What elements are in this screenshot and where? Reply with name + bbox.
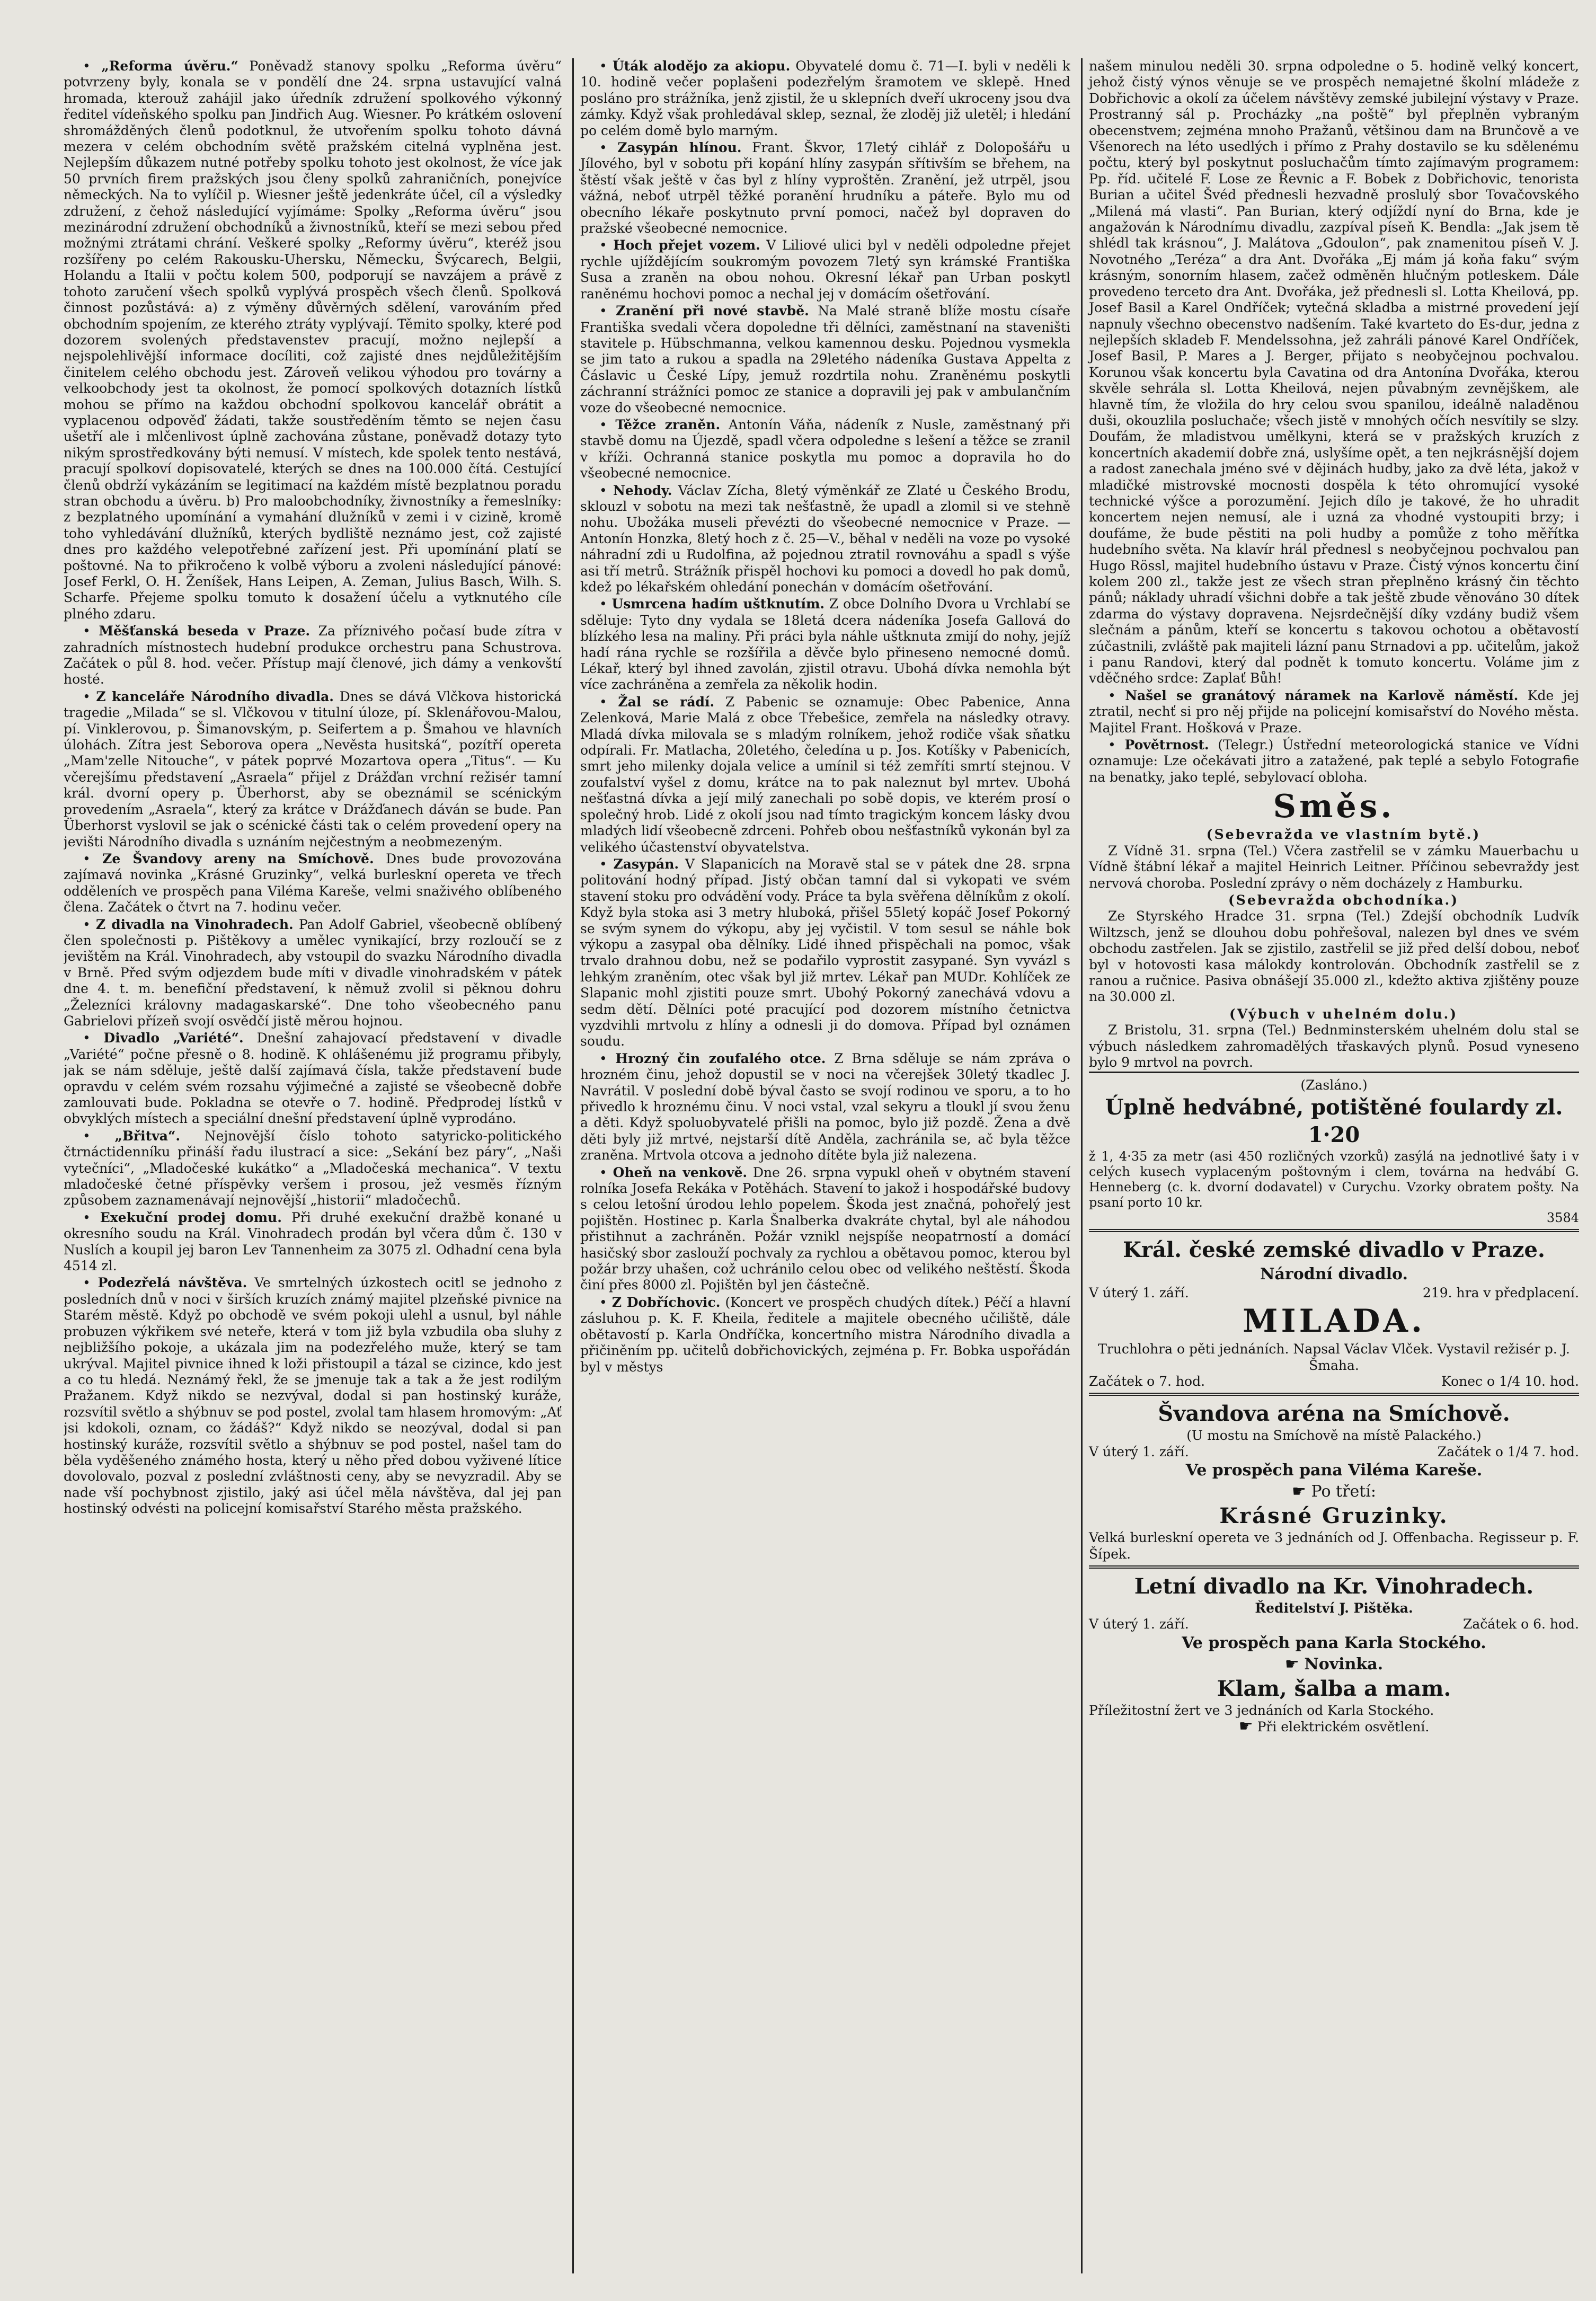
article-zraneni-pri-stavbe: • Zranění při nové stavbě. Na Malé straně blíže mostu císaře Františka svedali včera dopoledne tři dělníci, zaměstnaní na staveništi stavitele p. Hübschmanna, velkou kamennou desku. Pojednou vysmekla se jim tato a rukou a spadla na 29letého nádeníka Gustava Appelta z Čáslavic u České Lípy, jemuž rozdrtila nohu. Zraněnému poskytli záchranní strážníci pomoc ze stanice a dopravili jej pak v ambulančním voze do všeobecné nemocnice. <box>580 303 1070 415</box>
article-headline: (Sebevražda ve vlastním bytě.) <box>1206 827 1481 843</box>
ad-text: ž 1, 4·35 za metr (asi 450 rozličných vzorků) zasýlá na jednotlivé šaty i v celých kusech vyplaceným poštovným i clem, továrna na hedvábí G. Henneberg (c. k. dvorní dodavatel) v Curychu. Vzorky obratem pošty. Na psaní porto 10 kr. <box>1089 1148 1579 1210</box>
theatre-listing-narodni <box>1089 1229 1579 1393</box>
theatre-subtitle: Národní divadlo. <box>1260 1264 1408 1284</box>
article-headline: (Výbuch v uhelném dolu.) <box>1229 1006 1458 1022</box>
article-text: Z Brna sděluje se nám zpráva o hrozném činu, jehož dopustil se v noci na včerejšek 30letý tkadlec J. Navrátil. V poslední době býval často se svojí rodinou ve sporu, a to ho přivedlo k hroznému činu. V noci vstal, vzal sekyru a tloukl jí svou ženu a děti. Když spoluobyvatelé přišli na pomoc, bylo již pozdě. Žena a dvě děti byly již mrtvé, nejstarší dítě Anděla, zachránila se, ač byla těžce zraněna. Mrtvola otcova a jednoho dítěte byla již nalezena. <box>580 1050 1070 1163</box>
pointing-hand-icon: ☛ <box>1238 1717 1253 1736</box>
article-text: Dne 26. srpna vypukl oheň v obytném stavení rolníka Josefa Rekáka v Potěhách. Stavení to jakož i hospodářské budovy s celou letošní úrodou lehlo popelem. Škoda jest značná, pohořelý jest pojištěn. Hostinec p. Karla Šnalberka dvakráte chytal, byl ale náhodou přistihnut a zachráněn. Požár vznikl nejspíše neopatrností a domácí hasičský sbor zaslouží pochvaly za rychlou a obětavou pomoc, kterou byl požár brzy uhašen, což uchránilo celou obec od velikého neštěstí. Škoda činí přes 8000 zl. Pojištěn byl jen částečně. <box>580 1164 1070 1293</box>
novelty-label: Novinka. <box>1304 1654 1384 1674</box>
article-zasypan-hlinou: • Zasypán hlínou. Frant. Škvor, 17letý cihlář z Dolopošářu u Jílového, byl v sobotu při kopání hlíny zasypán sřítivším se břehem, na štěstí však ještě v čas byl z hlíny vyproštěn. Zranění, jež utrpěl, jsou vážná, neboť utrpěl těžké poranění hrudníku a páteře. Bylo mu od obecního lékaře poskytnuto první pomoci, načež byl dopraven do pražské všeobecné nemocnice. <box>580 140 1070 236</box>
theatre-name: Král. české zemské divadlo v Praze. <box>1123 1237 1545 1262</box>
article-headline: Těžce zraněn. <box>615 417 721 432</box>
article-sebevrazda-obchodnika <box>1089 892 1579 1005</box>
column-2 <box>572 58 1070 2273</box>
article-tezce-zranen: • Těžce zraněn. Antonín Váňa, nádeník z Nusle, zaměstnaný při stavbě domu na Újezdě, spadl včera odpoledne s lešení a těžce se zranil v kříži. Ochranná stanice poskytla mu pomoc a dopravila ho do všeobecné nemocnice. <box>580 417 1070 481</box>
article-headline: Zranění při nové stavbě. <box>616 303 809 319</box>
article-text: Kde jej ztratil, nechť si pro něj přijde na policejní komisařství do Nového města. Majitel Frant. Hošková v Praze. <box>1089 687 1579 736</box>
ad-headline: Úplně hedvábné, potištěné foulardy zl. 1·20 <box>1105 1094 1563 1147</box>
article-headline: Divadlo „Variété“. <box>103 1030 244 1046</box>
article-headline: Našel se granátový náramek na Karlově náměstí. <box>1125 687 1519 703</box>
article-headline: Exekuční prodej domu. <box>100 1209 282 1225</box>
article-headline: Úták alodějo za akiopu. <box>612 58 791 74</box>
article-text: Z Bristolu, 31. srpna (Tel.) Bednminsterském uhelném dolu stal se výbuch následkem zahromadělých třaskavých plynů. Posud vyneseno bylo 9 mrtvol na povrch. <box>1089 1022 1579 1070</box>
play-description: Příležitostní žert ve 3 jednáních od Karla Stockého. <box>1089 1702 1434 1718</box>
article-headline: Zasypán. <box>613 856 679 872</box>
article-text: Nejnovější číslo tohoto satyricko-politického čtrnáctidenníku přináší řadu ilustrací a sice: „Sekání bez páry“, „Naši vytečníci“, „Mladočeské kukátko“ a „Mladočeská mechanica“. V textu mladočeské četné příspěvky veršem i prosou, jež vesměs řízným způsobem zaznamenávají nejnovější „historii“ mladočechů. <box>64 1128 562 1208</box>
performance-date: V úterý 1. září. <box>1089 1285 1189 1300</box>
article-text: Poněvadž stanovy spolku „Reforma úvěru“ potvrzeny byly, konala se v pondělí dne 24. srpna ustavující valná hromada, kterouž zahájil jako úředník združení spolkového výkonný ředitel vídeňského spolku pan Jindřich Aug. Wiesner. Po krátkém oslovení shromážděných členů podotknul, že utvořením spolku tohoto dávná mezera v celém obchodním světě pražském citelná vyplněna jest. Nejlepším důkazem nutné potřeby spolku tohoto jest okolnost, že více jak 50 prvních firem pražských jsou členy spolků zahraničních, ponejvíce německých. Na to vylíčil p. Wiesner ještě jedenkráte účel, cíl a výsledky združení, z čehož následující vyjímáme: Spolky „Reforma úvěru“ jsou mezinárodní združení obchodníků a živnostníků, kteří se mezi sebou před možnými ztrátami chrání. Veškeré spolky „Reformy úvěru“, kteréž jsou rozšířeny po celém Rakousku-Uhersku, Německu, Švýcarech, Belgii, Holandu a Italii v počtu kolem 500, podporují se navzájem a právě z tohoto zaručení všech spolků vyplývá prospěch všech členů. Spolková činnost pozůstává: a) z výměny důvěrných sdělení, varováním před obchodním spojením, ze kterého ztráty vyplývají. Těmito spolky, které pod dozorem svolených představenstev pracují, možno nejlepší a nejspolehlivější informace docíliti, což zajisté dnes nejdůležitějším činitelem celého obchodu jest. Zároveň velikou výhodou pro továrny a velkoobchody jest ta okolnost, že pomocí spolkových dotazních lístků mohou se přímo na každou obchodní spolkovou kancelář obrátit a vyplacenou odpověď žádati, takže soustředěním těmto se nejen času ušetří ale i mlčenlivost úplně zachována zůstane, poněvadž dotazy tyto nikým sprostředkovány býti nemusí. V místech, kde spolek tento nestává, pracují spolkoví dopisovatelé, kterých se dnes na 100.000 čítá. Cestující členů obdrží vykázáním se legitimací na každém místě bezplatnou poradu stran obchodu a úvěru. b) Pro maloobchodníky, živnostníky a řemeslníky: z bezplatného upomínání a vymahání dlužníků v zemi i v cizině, kromě toho vyhledávání dlužníků, kterých bydliště neznámo jest, což zajisté dnes pro každého velepotřebné zařízení jest. Při upomínání platí se poštovné. Na to přikročeno k volbě výboru a zvoleni následující pánové: Josef Ferkl, O. H. Ženíšek, Hans Leipen, A. Zeman, Julius Basch, Wilh. S. Scharfe. Přejeme spolku tomuto k dosažení účelu a vytknutého cíle plného zdaru. <box>64 58 562 622</box>
theatre-listing-svandova <box>1089 1393 1579 1565</box>
article-mestanska-beseda: • Měšťanská beseda v Praze. Za příznivého počasí bude zítra v zahradních místnostech hudební produkce orchestru pana Schustrova. Začátek o půl 8. hod. večer. Přístup mají členové, jich dámy a venkovští hosté. <box>64 623 562 687</box>
date-row <box>1089 1285 1579 1301</box>
article-headline: Nehody. <box>613 482 672 498</box>
article-headline: Z kanceláře Národního divadla. <box>96 688 334 704</box>
end-time: Konec o 1/4 10. hod. <box>1441 1374 1579 1389</box>
start-time: Začátek o 6. hod. <box>1462 1616 1579 1632</box>
article-text: (Telegr.) Ústřední meteorologická stanice ve Vídni oznamuje: Lze očekávati jitro a zatažené, pak teplé a sebylo Fotografie na benatky, jako teplé, sebylovací obloha. <box>1089 737 1579 785</box>
article-headline: Podezřelá návštěva. <box>97 1275 247 1291</box>
article-text: Za příznivého počasí bude zítra v zahradních místnostech hudební produkce orchestru pana Schustrova. Začátek o půl 8. hod. večer. Přístup mají členové, jich dámy a venkovští hosté. <box>64 623 562 687</box>
article-headline: Zasypán hlínou. <box>617 140 742 156</box>
ad-number: 3584 <box>1546 1210 1579 1225</box>
article-povetrnost: • Povětrnost. (Telegr.) Ústřední meteorologická stanice ve Vídni oznamuje: Lze očekávati jitro a zatažené, pak teplé a sebylo Fotografie na benatky, jako teplé, sebylovací obloha. <box>1089 737 1579 785</box>
article-dobrichovice: • Z Dobříchovic. (Koncert ve prospěch chudých dítek.) Péčí a hlavní zásluhou p. K. F. Kheila, ředitele a majitele obecného učiliště, dále obětavostí p. Karla Ondříčka, koncertního mistra Národního divadla a přičiněním pp. učitelů dobřichovických, zejména p. Fr. Bobka uspořádán byl v městys <box>580 1294 1070 1375</box>
article-headline: Z Dobříchovic. <box>611 1294 721 1310</box>
article-zasypan: • Zasypán. V Slapanicích na Moravě stal se v pátek dne 28. srpna politování hodný případ. Jistý občan tamní dal si vykopati ve svém stavení stoku pro odvádění vody. Práce ta byla svěřena dělníkům z okolí. Když byla stoka asi 3 metry hluboká, přišel 55letý kopáč Josef Pokorný se svým synem do výkopu, aby jej vyčistil. V tom sesul se náhle bok výkopu a zasypal oba dělníky. Lidé ihned přispěchali na pomoc, však trvalo drahnou dobu, než se podařilo vyprostit zasypané. Syn vyvázl s lehkým zraněním, otec však byl již mrtev. Lékař pan MUDr. Kohlíček ze Slapanic mohl zjistiti pouze smrt. Ubohý Pokorný zanechává vdovu a sedm dětí. Dělníci poté pracující pod dozorem místního četnictva vyzdvihli mrtvolu z hlíny a odnesli ji do domova. Případ byl oznámen soudu. <box>580 856 1070 1049</box>
article-nehody: • Nehody. Václav Zícha, 8letý výměnkář ze Zlaté u Českého Brodu, sklouzl v sobotu na mezi tak nešťastně, že upadl a zlomil si ve stehně nohu. Ubožáka museli převézti do všeobecné nemocnice v Praze. — Antonín Honzka, 8letý hoch z č. 25—V., běhal v neděli na voze po vysoké náhradní zdi u Rudolfina, až pojednou ztratil rovnováhu a spadl s výše asi tří metrů. Strážník přispěl hochovi ku pomoci a dovedl ho pak domů, kdež po lékařském ohledání ponechán v domácím ošetřování. <box>580 482 1070 595</box>
play-title: MILADA. <box>1243 1303 1425 1340</box>
article-text: Dnešní zahajovací představení v divadle „Variété“ počne přesně o 8. hodině. K ohlášenému již programu přibyly, jak se nám sděluje, ještě další zajímavá čísla, takže představení bude opravdu v celém svém rozsahu výjimečné a zajisté se všeobecně dobře zamlouvati bude. Pokladna se otevře o 7. hodině. Předprodej lístků v obvyklých místech a speciální dnešní představení úplně vyprodáno. <box>64 1030 562 1127</box>
newspaper-page <box>64 58 1579 2273</box>
play-description: Truchlohra o pěti jednáních. Napsal Václav Vlček. Vystavil režisér p. J. Šmaha. <box>1098 1341 1570 1373</box>
article-text: Frant. Škvor, 17letý cihlář z Dolopošářu u Jílového, byl v sobotu při kopání hlíny zasypán sřítivším se břehem, na štěstí však ještě v čas byl z hlíny vyproštěn. Zranění, jež utrpěl, jsou vážná, neboť utrpěl těžké poranění hrudníku a páteře. Bylo mu od obecního lékaře poskytnuto první pomoci, načež byl dopraven do pražské všeobecné nemocnice. <box>580 140 1070 236</box>
theatre-director: Ředitelství J. Pištěka. <box>1255 1600 1413 1616</box>
article-text: Obyvatelé domu č. 71—I. byli v neděli k 10. hodině večer poplašeni podezřelým šramotem ve sklepě. Hned posláno pro strážníka, jenž zjistil, že u sklepních dveří ukroceny jsou dva zámky. Když však prohledával sklep, seznal, že zloděj již uletěl; i hledání po celém domě bylo marným. <box>580 58 1070 138</box>
article-headline: Měšťanská beseda v Praze. <box>99 623 311 639</box>
article-headline: Ze Švandovy areny na Smíchově. <box>102 851 374 866</box>
article-utak-zlodeje: • Úták alodějo za akiopu. Obyvatelé domu č. 71—I. byli v neděli k 10. hodině večer poplašeni podezřelým šramotem ve sklepě. Hned posláno pro strážníka, jenž zjistil, že u sklepních dveří ukroceny jsou dva zámky. Když však prohledával sklep, seznal, že zloděj již uletěl; i hledání po celém domě bylo marným. <box>580 58 1070 138</box>
play-description: Velká burleskní opereta ve 3 jednáních od J. Offenbacha. Regisseur p. F. Šípek. <box>1089 1530 1579 1562</box>
article-text: Z Pabenic se oznamuje: Obec Pabenice, Anna Zelenková, Marie Malá z obce Třebešice, zemřela na následky otravy. Mladá dívka milovala se s mladým rolníkem, jehož rodiče však sňatku odpírali. Fr. Matlacha, 20letého, čeledína u p. Jos. Kotíšky v Pabenicích, smrt jeho milenky dojala velice a umínil si též zemříti smrtí stejnou. V zoufalství vyšel z domu, krátce na to pak naleznut byl mrtev. Ubohá nešťastná dívka a její milý zanechali po sobě dopis, ve kterém prosí o společný hrob. Lidé z okolí jsou nad tímto tragickým koncem lásky dvou mladých lidí všeobecně zdrceni. Pohřeb obou nešťastníků vykonán byl za velikého účastenství obyvatelstva. <box>580 694 1070 855</box>
column-1 <box>64 58 562 2273</box>
article-hrozny-cin: • Hrozný čin zoufalého otce. Z Brna sděluje se nám zpráva o hrozném činu, jehož dopustil se v noci na včerejšek 30letý tkadlec J. Navrátil. V poslední době býval často se svojí rodinou ve sporu, a to ho přivedlo k hroznému činu. V noci vstal, vzal sekyru a tloukl jí svou ženu a děti. Když spoluobyvatelé přišli na pomoc, bylo již pozdě. Žena a dvě děti byly již mrtvé, nejstarší dítě Anděla, zachránila se, ač byla těžce zraněna. Mrtvola otcova a jednoho dítěte byla již nalezena. <box>580 1050 1070 1163</box>
article-koncert-continued <box>1089 58 1579 687</box>
ad-silk-foulard <box>1089 1072 1579 1228</box>
article-text: Ze Styrského Hradce 31. srpna (Tel.) Zdejší obchodník Ludvík Wiltzsch, jenž se dlouhou dobu pohřešoval, nalezen byl dnes ve svém obchodu zastřelen. Jak se zjistilo, zastřelil se již před delší dobou, neboť byl v hotovosti kasa málokdy kontrolován. Obchodník zastřelil se z ranou a ručnice. Pasiva obnášejí 35.000 zl., kdežto aktiva zjištěny pouze na 30.000 zl. <box>1089 908 1579 1005</box>
performance-count-label: Po třetí: <box>1311 1482 1376 1501</box>
article-text: V Liliové ulici byl v neděli odpoledne přejet rychle ujíždějícím soukromým povozem 7letý syn krámské Františka Susa a zraněn na obou nohou. Okresní lékař pan Urban poskytl raněnému hochovi pomoc a nechal jej v domácím ošetřování. <box>580 237 1070 302</box>
performance-count <box>1089 1481 1579 1502</box>
theatre-listing-vinohrady <box>1089 1565 1579 1739</box>
article-text: Dnes bude provozována zajímavá novinka „Krásné Gruzinky“, velká burleskní opereta ve třech odděleních ve prospěch pana Viléma Kareše, velmi snaživého oblíbeného člena. Začátek o čtvrt na 7. hodinu večer. <box>64 851 562 915</box>
article-headline: Usmrcena hadím uštknutím. <box>611 596 825 612</box>
article-svandova-arena: • Ze Švandovy areny na Smíchově. Dnes bude provozována zajímavá novinka „Krásné Gruzinky“, velká burleskní opereta ve třech odděleních ve prospěch pana Viléma Kareše, velmi snaživého oblíbeného člena. Začátek o čtvrt na 7. hodinu večer. <box>64 851 562 915</box>
article-britva: • „Břitva“. Nejnovější číslo tohoto satyricko-politického čtrnáctidenníku přináší řadu ilustrací a sice: „Sekání bez páry“, „Naši vytečníci“, „Mladočeské kukátko“ a „Mladočeská mechanica“. V textu mladočeské četné příspěvky veršem i prosou, jež vesměs řízným způsobem zaznamenávají nejnovější „historii“ mladočechů. <box>64 1128 562 1208</box>
article-text: Při druhé exekuční dražbě konané u okresního soudu na Král. Vinohradech prodán byl včera dům č. 130 v Nuslích a koupil jej baron Lev Tannenheim za 3075 zl. Odhadní cena byla 4514 zl. <box>64 1209 562 1274</box>
start-time: Začátek o 7. hod. <box>1089 1374 1205 1389</box>
article-variete: • Divadlo „Variété“. Dnešní zahajovací představení v divadle „Variété“ počne přesně o 8. hodině. K ohlášenému již programu přibyly, jak se nám sděluje, ještě další zajímavá čísla, takže představení bude opravdu v celém svém rozsahu výjimečné a zajisté se všeobecně dobře zamlouvati bude. Pokladna se otevře o 7. hodině. Předprodej lístků v obvyklých místech a speciální dnešní představení úplně vyprodáno. <box>64 1030 562 1127</box>
section-title-smes: Směs. <box>1273 788 1395 826</box>
article-text: Na Malé straně blíže mostu císaře Františka svedali včera dopoledne tři dělníci, zaměstnaní na staveništi stavitele p. Hübschmanna, velkou kamennou desku. Pojednou vysmekla se jim tato a rukou a spadla na 29letého nádeníka Gustava Appelta z Čáslavic u České Lípy, jemuž rozdrtila nohu. Zraněnému poskytli záchranní strážníci pomoc ze stanice a dopravili jej pak v ambulančním voze do všeobecné nemocnice. <box>580 303 1070 415</box>
article-headline: Oheň na venkově. <box>613 1164 748 1180</box>
article-podezrela-navsteva: • Podezřelá návštěva. Ve smrtelných úzkostech ocitl se jednoho z posledních dnů v noci v širších kruzích známý majitel plzeňské pivnice na Starém městě. Když po obchodě ve svém pokoji ulehl a usnul, byl náhle probuzen výkřikem své neteře, která v tom již byla vzbudila oba sluhy z nejbližšího pokoje, a ukázala jim na podezřelého muže, který se tam ukrýval. Majitel pivnice ihned k loži přistoupil a tázal se cizince, kdo jest a co tu hledá. Neznámý řekl, že se jmenuje tak a tak a že jest rodilým Pražanem. Když nikdo se nezvýval, dodal si pan hostinský kuráže, rozsvítil světlo a shýbnuv se pod postel, zvolal tam hlasem hromovým: „Ať jsi kdokoli, oznam, co žádáš?“ Když nikdo se neozýval, dodal si pan hostinský kuráže, rozsvítil světlo a shýbnuv se pod postel, našel tam do běla vyděšeného známého hosta, který u něho před dobou vyživené lítice dovolovalo, pozval z poslední zvláštnosti ceny, aby se nevyzradil. Aby se nade vší pochybnost zjistilo, jaký asi účel měla návštěva, dal jej pan hostinský odvésti na policejní komisařství Starého města pražského. <box>64 1275 562 1517</box>
lighting-note <box>1089 1719 1579 1735</box>
article-headline: Z divadla na Vinohradech. <box>95 916 294 932</box>
article-text: Ve smrtelných úzkostech ocitl se jednoho z posledních dnů v noci v širších kruzích známý majitel plzeňské pivnice na Starém městě. Když po obchodě ve svém pokoji ulehl a usnul, byl náhle probuzen výkřikem své neteře, která v tom již byla vzbudila oba sluhy z nejbližšího pokoje, a ukázala jim na podezřelého muže, který se tam ukrýval. Majitel pivnice ihned k loži přistoupil a tázal se cizince, kdo jest a co tu hledá. Neznámý řekl, že se jmenuje tak a tak a že jest rodilým Pražanem. Když nikdo se nezvýval, dodal si pan hostinský kuráže, rozsvítil světlo a shýbnuv se pod postel, zvolal tam hlasem hromovým: „Ať jsi kdokoli, oznam, co žádáš?“ Když nikdo se neozýval, dodal si pan hostinský kuráže, rozsvítil světlo a shýbnuv se pod postel, našel tam do běla vyděšeného známého hosta, který u něho před dobou vyživené lítice dovolovalo, pozval z poslední zvláštnosti ceny, aby se nevyzradil. Aby se nade vší pochybnost zjistilo, jaký asi účel měla návštěva, dal jej pan hostinský odvésti na policejní komisařství Starého města pražského. <box>64 1275 562 1517</box>
article-text: Antonín Váňa, nádeník z Nusle, zaměstnaný při stavbě domu na Újezdě, spadl včera odpoledne s lešení a těžce se zranil v kříži. Ochranná stanice poskytla mu pomoc a dopravila ho do všeobecné nemocnice. <box>580 417 1070 481</box>
zaslano-label: (Zasláno.) <box>1300 1077 1368 1093</box>
article-text: našem minulou neděli 30. srpna odpoledne o 5. hodině velký koncert, jehož čistý výnos věnuje se ve prospěch nemajetné školní mládeže z Dobřichovic a okolí za účelem návštěvy zemské jubilejní výstavy v Praze. Prostranný sál p. Procházky „na poště“ byl přeplněn vybraným obecenstvem; zejména mnoho Pražanů, většinou dam na Brunčově a ve Všenorech na léto usedlých i přímo z Prahy dostavilo se ku sdělenému počtu, který byl poskytnut posluchačům tímto zajímavým programem: Pp. říd. učitelé F. Lose ze Řevnic a F. Bobek z Dobřichovic, tenorista Burian a učitel Švéd přednesli hezvadně proslulý sbor Tovačovského „Milená má vlasti“. Pan Burian, který odjíždí nyní do Brna, kde je angažován k Národnímu divadlu, zazpíval píseň K. Bendla: „Jak jsem tě shlédl tak krásnou“, J. Malátova „Gdoulon“, pak znamenitou píseň V. J. Novotného „Teréza“ a dra Ant. Dvořáka „Ej mám já koňa faku“ svým krásným, sonorním hlasem, začež odměněn hlučným potleskem. Dále provedeno terceto dra Ant. Dvořáka, jež přednesli sl. Lotta Kheilová, pp. Josef Basil a Karel Ondříček; vytečná skladba a mistrné provedení její napnuly všechno obecenstvo nadšením. Také kvarteto do Es-dur, jedna z nejlepších skladeb F. Mendelssohna, jež zahráli pánové Karel Ondříček, Josef Basil, P. Mares a J. Berger, přijato s neobyčejnou pochvalou. Korunou však koncertu byla Cavatina od dra Antonína Dvořáka, kterou skvěle sehrála sl. Lotta Kheilová, nejen půvabným zevnějškem, ale hlavně tím, že vložila do hry celou svou spanilou, ideálně naladěnou duši, okouzlila posluchače; všech jistě v mnohých očích nesvítily se slzy. Doufám, že mladistvou umělkyni, která se v pražských kruzích z koncertních akademií dobře zná, uslyšíme opět, a ten nejkrásnější dojem a radost zanechala jméno své v dějinách hudby, jako za dvě léta, jakož v mladičké mistrovské mocnosti dospěla k této ohromující vysoké technické výšce a porozumění. Jejich dílo je takové, že ho uhradit koncertem nejen nemusí, ale i uzná za vhodné vystoupiti brzy; i doufáme, že bude pěstiti na poli hudby a pomůže z toho měřítka hudebního světa. Na klavír hrál přednesl s neobyčejnou pochvalou pan Hugo Rössl, majitel hudebního ústavu v Praze. Čistý výnos koncertu činí kolem 200 zl., takže jest ze všech stran přeplněno krásný čin těchto pánů; náklady uhradí všichni dobře a tak ještě zbude věnováno 30 dítek zdarma do výstavy dopravena. Nejsrdečnější díky vzdány budiž všem slečnám a pánům, kteří se koncertu s takovou ochotou a obětavostí zúčastnili, zvláště pak majiteli lázní panu Strnadovi a pp. učitelům, jakož i panu Randovi, který dal podnět k tomuto koncertu. Voláme jim z vděčného srdce: Zaplať Bůh! <box>1089 58 1579 686</box>
pointing-hand-icon: ☛ <box>1292 1482 1306 1501</box>
play-title: Klam, šalba a mam. <box>1217 1676 1451 1701</box>
performance-date: V úterý 1. září. <box>1089 1616 1189 1632</box>
theatre-name: Letní divadlo na Kr. Vinohradech. <box>1134 1574 1534 1599</box>
benefit-line: Ve prospěch pana Viléma Kareše. <box>1185 1461 1483 1480</box>
lighting-label: Při elektrickém osvětlení. <box>1257 1719 1430 1735</box>
article-headline: „Reforma úvěru.“ <box>101 58 238 74</box>
article-exekucni-prodej: • Exekuční prodej domu. Při druhé exekuční dražbě konané u okresního soudu na Král. Vinohradech prodán byl včera dům č. 130 v Nuslích a koupil jej baron Lev Tannenheim za 3075 zl. Odhadní cena byla 4514 zl. <box>64 1209 562 1274</box>
article-vybuch-dolu <box>1089 1006 1579 1071</box>
article-headline: Povětrnost. <box>1124 737 1209 753</box>
article-text: Z obce Dolního Dvora u Vrchlabí se sděluje: Tyto dny vydala se 18letá dcera nádeníka Josefa Gallová do blízkého lesa na maliny. Při práci byla náhle uštknuta zmijí do nohy, jejíž hadí rána rychle se rozšířila a děvče bylo přineseno nemocné domů. Lékař, který byl ihned zavolán, zjistil otravu. Ubohá dívka nemohla být více zachráněna a zemřela za několik hodin. <box>580 596 1070 693</box>
article-text: V Slapanicích na Moravě stal se v pátek dne 28. srpna politování hodný případ. Jistý občan tamní dal si vykopati ve svém stavení stoku pro odvádění vody. Práce ta byla svěřena dělníkům z okolí. Když byla stoka asi 3 metry hluboká, přišel 55letý kopáč Josef Pokorný se svým synem do výkopu, aby jej vyčistil. V tom sesul se náhle bok výkopu a zasypal oba dělníky. Lidé ihned přispěchali na pomoc, však trvalo drahnou dobu, než se podařilo vyprostit zasypané. Syn vyvázl s lehkým zraněním, otec však byl již mrtev. Lékař pan MUDr. Kohlíček ze Slapanic mohl zjistiti pouze smrt. Ubohý Pokorný zanechává vdovu a sedm dětí. Dělníci poté pracující pod dozorem místního četnictva vyzdvihli mrtvolu z hlíny a odnesli ji do domova. Případ byl oznámen soudu. <box>580 856 1070 1049</box>
article-text: Dnes se dává Vlčkova historická tragedie „Milada“ se sl. Vlčkovou v titulní úloze, pí. Sklenářovou-Malou, pí. Vinklerovou, p. Šimanovským, p. Seifertem a p. Šmahou ve hlavních úlohách. Zítra jest Seborova opera „Nevěsta husitská“, pozítří opereta „Mam'zelle Nitouche“, v pátek poprvé Mozartova opera „Titus“. — Ku včerejšímu představení „Asraela“ přijel z Drážďan vrchní režisér tamní král. dvorní opery p. Überhorst, aby se obeznámil se scénickým provedením „Asraela“, který za krátce v Drážďanech dáván se bude. Pan Überhorst vyslovil se jak o scénické části tak o celém provedení opery na jevišti Národního divadla s uznáním nejčestným a neobmezeným. <box>64 688 562 849</box>
article-headline: (Sebevražda obchodníka.) <box>1228 892 1459 908</box>
date-row <box>1089 1444 1579 1460</box>
theatre-name: Švandova aréna na Smíchově. <box>1158 1401 1510 1427</box>
column-3 <box>1081 58 1579 2273</box>
article-headline: Hoch přejet vozem. <box>613 237 760 253</box>
article-granatovy-naramek: • Našel se granátový náramek na Karlově náměstí. Kde jej ztratil, nechť si pro něj přijde na policejní komisařství do Nového města. Majitel Frant. Hošková v Praze. <box>1089 687 1579 736</box>
theatre-subtitle: (U mostu na Smíchově na místě Palackého.) <box>1186 1428 1482 1444</box>
start-time: Začátek o 1/4 7. hod. <box>1437 1444 1579 1459</box>
performance-date: V úterý 1. září. <box>1089 1444 1189 1459</box>
article-hoch-prejet: • Hoch přejet vozem. V Liliové ulici byl v neděli odpoledne přejet rychle ujíždějícím soukromým povozem 7letý syn krámské Františka Susa a zraněn na obou nohou. Okresní lékař pan Urban poskytl raněnému hochovi pomoc a nechal jej v domácím ošetřování. <box>580 237 1070 302</box>
novelty-line <box>1089 1654 1579 1675</box>
article-text: (Koncert ve prospěch chudých dítek.) Péčí a hlavní zásluhou p. K. F. Kheila, ředitele a majitele obecného učiliště, dále obětavostí p. Karla Ondříčka, koncertního mistra Národního divadla a přičiněním pp. učitelů dobřichovických, zejména p. Fr. Bobka uspořádán byl v městys <box>580 1294 1070 1375</box>
article-text: Pan Adolf Gabriel, všeobecně oblíbený člen společnosti p. Pištěkovy a umělec vynikající, brzy rozloučí se z jevištěm na Král. Vinohradech, aby vstoupil do svazku Národního divadla v Brně. Před svým odjezdem bude míti v divadle vinohradském v pátek dne 4. t. m. benefiční představení, k němuž zvolil si pěknou dohru „Železníci královny madagaskarské“. Dne toho všeobecného panu Gabrielovi přízeň svojí osvědčí jistě měrou hojnou. <box>64 916 562 1029</box>
play-title: Krásné Gruzinky. <box>1219 1503 1449 1529</box>
article-divadlo-vinohrady: • Z divadla na Vinohradech. Pan Adolf Gabriel, všeobecně oblíbený člen společnosti p. Pištěkovy a umělec vynikající, brzy rozloučí se z jevištěm na Král. Vinohradech, aby vstoupil do svazku Národního divadla v Brně. Před svým odjezdem bude míti v divadle vinohradském v pátek dne 4. t. m. benefiční představení, k němuž zvolil si pěknou dohru „Železníci královny madagaskarské“. Dne toho všeobecného panu Gabrielovi přízeň svojí osvědčí jistě měrou hojnou. <box>64 916 562 1029</box>
article-headline: „Břitva“. <box>114 1128 181 1144</box>
date-row <box>1089 1616 1579 1632</box>
article-headline: Hrozný čin zoufalého otce. <box>615 1050 826 1066</box>
article-reforma-uveru: • „Reforma úvěru.“ Poněvadž stanovy spolku „Reforma úvěru“ potvrzeny byly, konala se v pondělí dne 24. srpna ustavující valná hromada, kterouž zahájil jako úředník združení spolkového výkonný ředitel vídeňského spolku pan Jindřich Aug. Wiesner. Po krátkém oslovení shromážděných členů podotknul, že utvořením spolku tohoto dávná mezera v celém obchodním světě pražském citelná vyplněna jest. Nejlepším důkazem nutné potřeby spolku tohoto jest okolnost, že více jak 50 prvních firem pražských jsou členy spolků zahraničních, ponejvíce německých. Na to vylíčil p. Wiesner ještě jedenkráte účel, cíl a výsledky združení, z čehož následující vyjímáme: Spolky „Reforma úvěru“ jsou mezinárodní združení obchodníků a živnostníků, kteří se mezi sebou před možnými ztrátami chrání. Veškeré spolky „Reformy úvěru“, kteréž jsou rozšířeny po celém Rakousku-Uhersku, Německu, Švýcarech, Belgii, Holandu a Italii v počtu kolem 500, podporují se navzájem a právě z tohoto zaručení všech spolků vyplývá prospěch všech členů. Spolková činnost pozůstává: a) z výměny důvěrných sdělení, varováním před obchodním spojením, ze kterého ztráty vyplývají. Těmito spolky, které pod dozorem svolených představenstev pracují, možno nejlepší a nejspolehlivější informace docíliti, což zajisté dnes nejdůležitějším činitelem celého obchodu jest. Zároveň velikou výhodou pro továrny a velkoobchody jest ta okolnost, že pomocí spolkových dotazních lístků mohou se přímo na každou obchodní spolkovou kancelář obrátit a vyplacenou odpověď žádati, takže soustředěním těmto se nejen času ušetří ale i mlčenlivost úplně zachována zůstane, poněvadž dotazy tyto nikým sprostředkovány býti nemusí. V místech, kde spolek tento nestává, pracují spolkoví dopisovatelé, kterých se dnes na 100.000 čítá. Cestující členů obdrží vykázáním se legitimací na každém místě bezplatnou poradu stran obchodu a úvěru. b) Pro maloobchodníky, živnostníky a řemeslníky: z bezplatného upomínání a vymahání dlužníků v zemi i v cizině, kromě toho vyhledávání dlužníků, kterých bydliště neznámo jest, což zajisté dnes pro každého velepotřebné zařízení jest. Při upomínání platí se poštovné. Na to přikročeno k volbě výboru a zvoleni následující pánové: Josef Ferkl, O. H. Ženíšek, Hans Leipen, A. Zeman, Julius Basch, Wilh. S. Scharfe. Přejeme spolku tomuto k dosažení účelu a vytknutého cíle plného zdaru. <box>64 58 562 622</box>
benefit-line: Ve prospěch pana Karla Stockého. <box>1182 1633 1486 1652</box>
pointing-hand-icon: ☛ <box>1284 1654 1299 1674</box>
performance-number: 219. hra v předplacení. <box>1422 1285 1579 1300</box>
article-ohen-na-venkove: • Oheň na venkově. Dne 26. srpna vypukl oheň v obytném stavení rolníka Josefa Rekáka v Potěhách. Stavení to jakož i hospodářské budovy s celou letošní úrodou lehlo popelem. Škoda jest značná, pohořelý jest pojištěn. Hostinec p. Karla Šnalberka dvakráte chytal, byl ale náhodou přistihnut a zachráněn. Požár vznikl nejspíše neopatrností a domácí hasičský sbor zaslouží pochvaly za rychlou a obětavou pomoc, kterou byl požár brzy uhašen, což uchránilo celou obec od velikého neštěstí. Škoda činí přes 8000 zl. Pojištěn byl jen částečně. <box>580 1164 1070 1293</box>
time-row <box>1089 1374 1579 1390</box>
article-sebevrazda-byt <box>1089 827 1579 891</box>
article-text: Václav Zícha, 8letý výměnkář ze Zlaté u Českého Brodu, sklouzl v sobotu na mezi tak nešťastně, že upadl a zlomil si ve stehně nohu. Ubožáka museli převézti do všeobecné nemocnice v Praze. — Antonín Honzka, 8letý hoch z č. 25—V., běhal v neděli na voze po vysoké náhradní zdi u Rudolfina, až pojednou ztratil rovnováhu a spadl s výše asi tří metrů. Strážník přispěl hochovi ku pomoci a dovedl ho pak domů, kdež po lékařském ohledání ponechán v domácím ošetřování. <box>580 482 1070 595</box>
article-zal-se-radi: • Žal se rádí. Z Pabenic se oznamuje: Obec Pabenice, Anna Zelenková, Marie Malá z obce Třebešice, zemřela na následky otravy. Mladá dívka milovala se s mladým rolníkem, jehož rodiče však sňatku odpírali. Fr. Matlacha, 20letého, čeledína u p. Jos. Kotíšky v Pabenicích, smrt jeho milenky dojala velice a umínil si též zemříti smrtí stejnou. V zoufalství vyšel z domu, krátce na to pak naleznut byl mrtev. Ubohá nešťastná dívka a její milý zanechali po sobě dopis, ve kterém prosí o společný hrob. Lidé z okolí jsou nad tímto tragickým koncem lásky dvou mladých lidí všeobecně zdrceni. Pohřeb obou nešťastníků vykonán byl za velikého účastenství obyvatelstva. <box>580 694 1070 855</box>
article-headline: Žal se rádí. <box>618 694 715 710</box>
article-narodni-divadlo: • Z kanceláře Národního divadla. Dnes se dává Vlčkova historická tragedie „Milada“ se sl. Vlčkovou v titulní úloze, pí. Sklenářovou-Malou, pí. Vinklerovou, p. Šimanovským, p. Seifertem a p. Šmahou ve hlavních úlohách. Zítra jest Seborova opera „Nevěsta husitská“, pozítří opereta „Mam'zelle Nitouche“, v pátek poprvé Mozartova opera „Titus“. — Ku včerejšímu představení „Asraela“ přijel z Drážďan vrchní režisér tamní král. dvorní opery p. Überhorst, aby se obeznámil se scénickým provedením „Asraela“, který za krátce v Drážďanech dáván se bude. Pan Überhorst vyslovil se jak o scénické části tak o celém provedení opery na jevišti Národního divadla s uznáním nejčestným a neobmezeným. <box>64 688 562 849</box>
article-usmrcena-hadem: • Usmrcena hadím uštknutím. Z obce Dolního Dvora u Vrchlabí se sděluje: Tyto dny vydala se 18letá dcera nádeníka Josefa Gallová do blízkého lesa na maliny. Při práci byla náhle uštknuta zmijí do nohy, jejíž hadí rána rychle se rozšířila a děvče bylo přineseno nemocné domů. Lékař, který byl ihned zavolán, zjistil otravu. Ubohá dívka nemohla být více zachráněna a zemřela za několik hodin. <box>580 596 1070 693</box>
article-text: Z Vídně 31. srpna (Tel.) Včera zastřelil se v zámku Mauerbachu u Vídně štábní lékař a majitel Heinrich Leitner. Příčinou sebevraždy jest nervová choroba. Poslední zprávy o něm docházely z Hamburku. <box>1089 843 1579 891</box>
